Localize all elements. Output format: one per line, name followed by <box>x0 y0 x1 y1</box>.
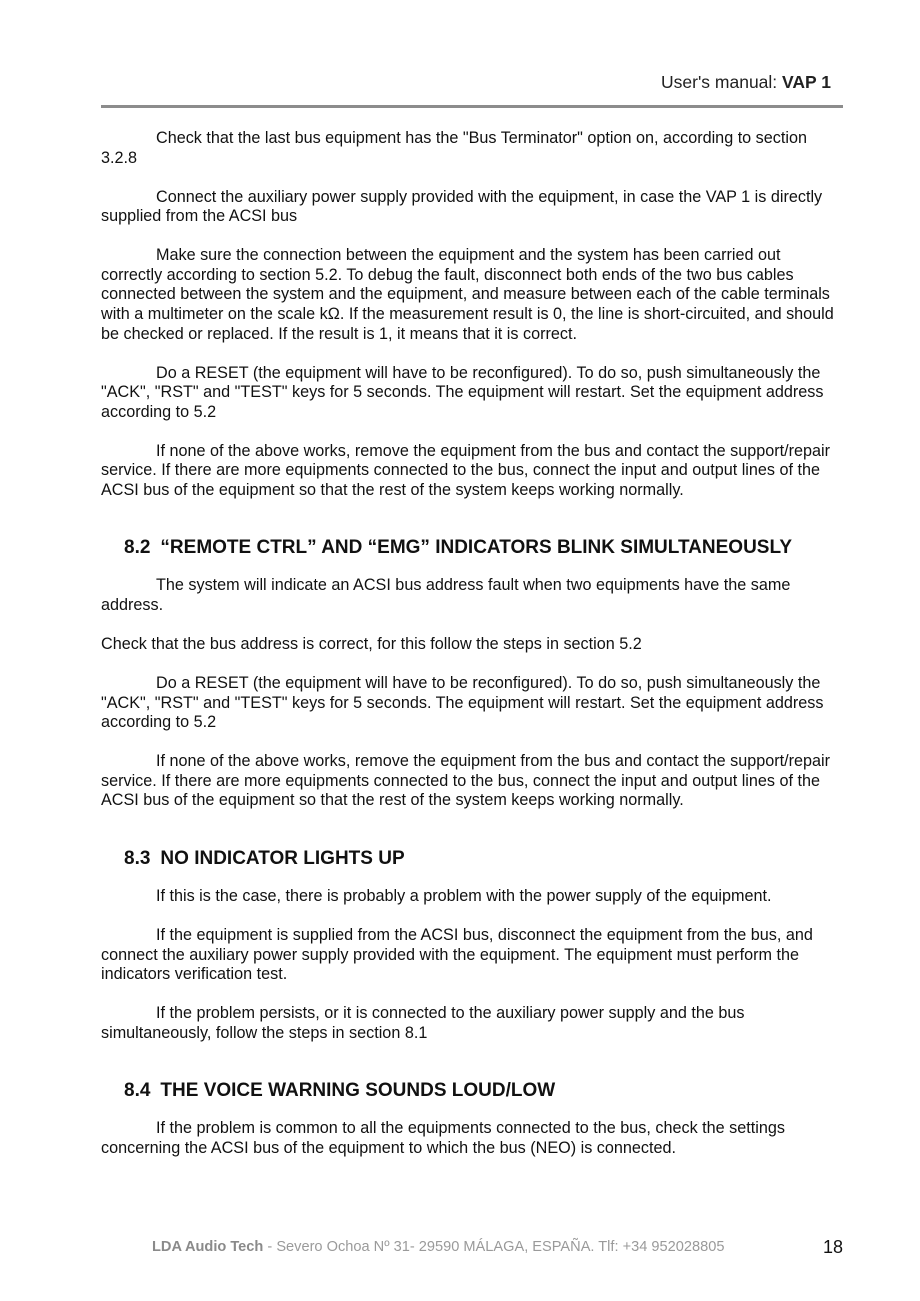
paragraph-reset: Do a RESET (the equipment will have to be reconfigured). To do so, push simultaneously the "ACK", "RST" and "TEST" keys for 5 seconds. The equipment will restart. Set the equipment address according to 5.2 <box>101 363 824 421</box>
paragraph: Check that the bus address is correct, for this follow the steps in section 5.2 <box>101 635 642 654</box>
paragraph: If the equipment is supplied from the ACSI bus, disconnect the equipment from the bus, and connect the auxiliary power supply provided with the equipment. The equipment must perform the indicators verification test. <box>101 925 813 984</box>
paragraph: If the problem is common to all the equipments connected to the bus, check the settings concerning the ACSI bus of the equipment to which the bus (NEO) is connected. <box>101 1119 785 1157</box>
paragraph: If the problem persists, or it is connected to the auxiliary power supply and the bus simultaneously, follow the steps in section 8.1 <box>101 1004 745 1042</box>
section-heading-8-3 <box>124 848 846 870</box>
paragraph: Do a RESET (the equipment will have to be reconfigured). To do so, push simultaneously the "ACK", "RST" and "TEST" keys for 5 seconds. The equipment will restart. Set the equipment address according to 5.2 <box>101 674 824 732</box>
paragraph-aux-power: Connect the auxiliary power supply provided with the equipment, in case the VAP 1 is directly supplied from the ACSI bus <box>101 187 823 226</box>
section-heading-8-4 <box>124 1080 846 1102</box>
paragraph: If this is the case, there is probably a problem with the power supply of the equipment. <box>156 886 772 905</box>
page-content <box>101 129 846 1178</box>
header-product: VAP 1 <box>782 72 831 92</box>
paragraph-contact-support: If none of the above works, remove the equipment from the bus and contact the support/repair service. If there are more equipments connected to the bus, connect the input and output lines of the ACSI bus of the equipment so that the rest of the system keeps working normally. <box>101 441 830 499</box>
paragraph-connection-check: Make sure the connection between the equipment and the system has been carried out correctly according to section 5.2. To debug the fault, disconnect both ends of the two bus cables connected between the system and the equipment, and measure between each of the cable terminals with a multimeter on the scale kΩ. If the measurement result is 0, the line is short-circuited, and should be checked or replaced. If the result is 1, it means that it is correct. <box>101 246 834 343</box>
section-heading-8-2 <box>124 537 846 559</box>
footer-address: - Severo Ochoa Nº 31- 29590 MÁLAGA, ESPAÑA. Tlf: +34 952028805 <box>263 1239 725 1255</box>
section-title: “REMOTE CTRL” AND “EMG” INDICATORS BLINK SIMULTANEOUSLY <box>160 537 792 559</box>
section-number: 8.4 <box>124 1080 151 1102</box>
page-header <box>661 72 831 93</box>
footer-company: LDA Audio Tech <box>152 1239 264 1255</box>
section-number: 8.3 <box>124 847 151 869</box>
page-number: 18 <box>822 1237 843 1257</box>
header-prefix: User's manual: <box>661 72 783 92</box>
page-footer <box>152 1239 724 1255</box>
header-divider <box>101 105 843 108</box>
section-title: NO INDICATOR LIGHTS UP <box>160 847 405 869</box>
paragraph: The system will indicate an ACSI bus address fault when two equipments have the same address. <box>101 576 791 615</box>
section-number: 8.2 <box>124 537 151 559</box>
section-title: THE VOICE WARNING SOUNDS LOUD/LOW <box>160 1080 556 1102</box>
paragraph: If none of the above works, remove the equipment from the bus and contact the support/repair service. If there are more equipments connected to the bus, connect the input and output lines of the ACSI bus of the equipment so that the rest of the system keeps working normally. <box>101 752 830 810</box>
paragraph-bus-terminator: Check that the last bus equipment has the "Bus Terminator" option on, according to section 3.2.8 <box>101 129 807 167</box>
